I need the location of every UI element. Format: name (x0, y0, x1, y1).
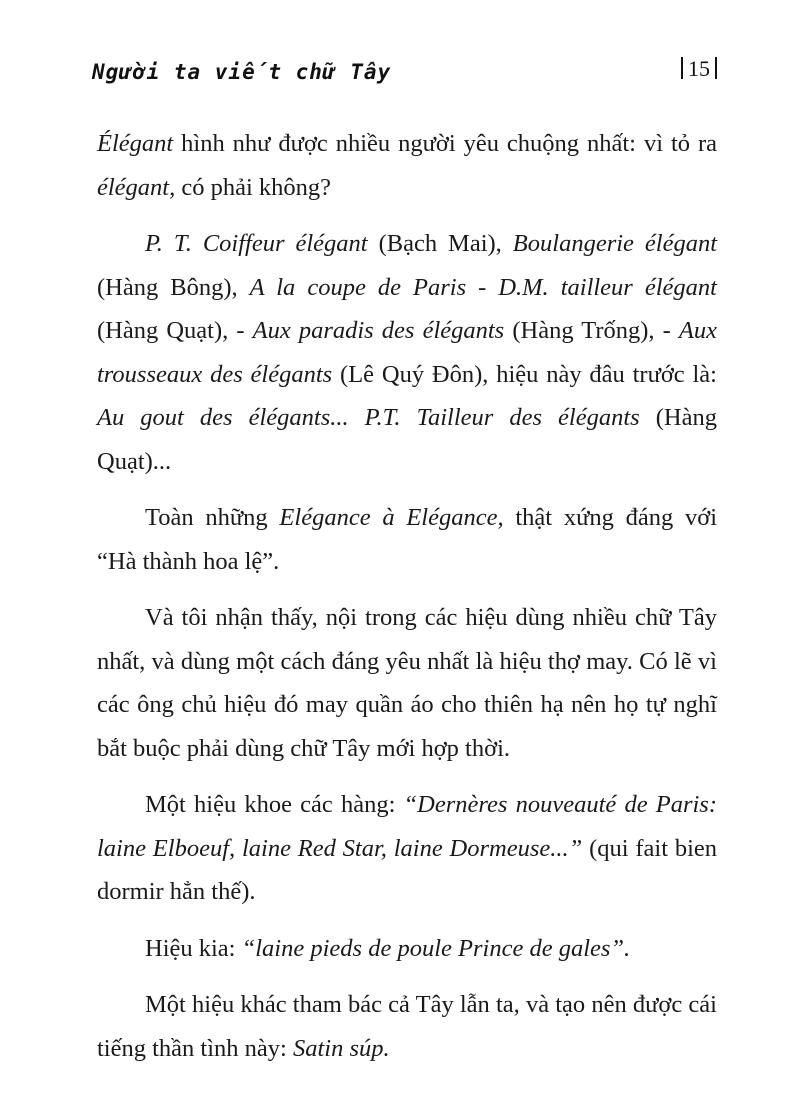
paragraph-7 (97, 983, 717, 1070)
paragraph-4 (97, 596, 717, 770)
p3-text-2: thật xứng đáng với “Hà thành hoa lệ”. (97, 504, 717, 575)
p6-italic-1: “laine pieds de poule Prince de gales”. (241, 934, 631, 962)
p4-text-1: Và tôi nhận thấy, nội trong các hiệu dùng nhiều chữ Tây nhất, và dùng một cách đáng yêu nhất là hiệu thợ may. Có lẽ vì các ông chủ hiệu đó may quần áo cho thiên hạ nên họ tự nghĩ bắt buộc phải dùng chữ Tây mới hợp thời. (97, 604, 717, 762)
p2-text-6: (Hàng Quạt)... (97, 404, 717, 475)
p2-italic-1: P. T. Coiffeur élégant (145, 230, 368, 257)
p5-italic-1: “Dernères nouveauté de Paris: laine Elboeuf, laine Red Star, laine Dormeuse...” (97, 791, 717, 862)
paragraph-6 (97, 927, 717, 971)
p2-text-4: (Hàng Trống), - (504, 317, 679, 344)
p2-text-5: (Lê Quý Đôn), hiệu này đâu trước là: (332, 360, 717, 388)
page-number-right-bar (715, 57, 717, 79)
p1-italic-1: Élégant (97, 130, 174, 157)
p3-italic-1: Elégance à Elégance, (279, 504, 504, 531)
p2-italic-5: Aux trousseaux des élégants (97, 317, 717, 388)
paragraph-3 (97, 496, 717, 583)
p5-text-2: (qui fait bien dormir hẳn thế). (97, 834, 717, 905)
p2-italic-4: Aux paradis des élégants (252, 317, 505, 344)
paragraph-5 (97, 783, 717, 914)
p3-text-1: Toàn những (145, 504, 280, 531)
page-number (676, 56, 722, 82)
p7-text-1: Một hiệu khác tham bác cả Tây lẫn ta, và tạo nên được cái tiếng thần tình này: (97, 991, 717, 1062)
p5-text-1: Một hiệu khoe các hàng: (145, 791, 404, 818)
page-header (92, 52, 722, 96)
page-number-value: 15 (688, 56, 710, 81)
p7-italic-1: Satin súp. (292, 1034, 390, 1062)
p2-text-1: (Bạch Mai), (367, 230, 513, 257)
p2-text-2: (Hàng Bông), (97, 273, 250, 301)
p6-text-1: Hiệu kia: (145, 934, 242, 962)
p1-text-2: có phải không? (175, 173, 332, 201)
page-number-left-bar (681, 57, 683, 79)
p2-italic-6: Au gout des élégants... P.T. Tailleur des élégants (97, 404, 640, 431)
p1-text-1: hình như được nhiều người yêu chuộng nhất: vì tỏ ra (173, 130, 717, 157)
p1-italic-2: élégant, (97, 173, 176, 201)
paragraph-2 (97, 222, 717, 483)
paragraph-1 (97, 122, 717, 209)
p2-italic-2: Boulangerie élégant (512, 230, 718, 257)
p2-text-3: (Hàng Quạt), - (97, 317, 253, 344)
body-text (97, 122, 717, 1083)
p2-italic-3: A la coupe de Paris - D.M. tailleur élégant (249, 273, 717, 301)
running-title: Người ta viết chữ Tây (92, 60, 392, 84)
